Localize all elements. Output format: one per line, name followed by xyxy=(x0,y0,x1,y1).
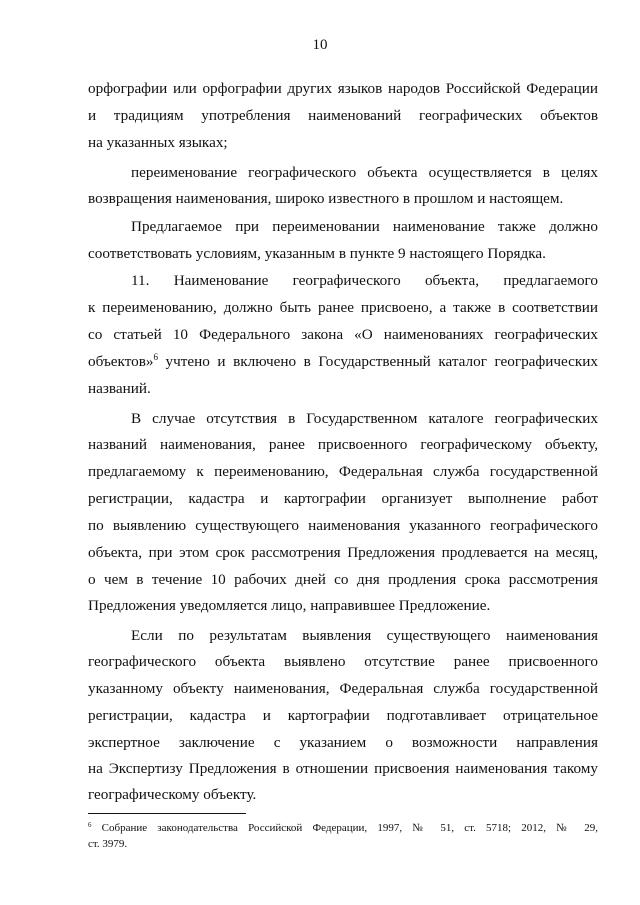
text-line: Предложения уведомляется лицо, направившее Предложение. xyxy=(88,597,491,614)
text-line: на указанных языках; xyxy=(88,134,228,151)
text-line: на Экспертизу Предложения в отношении присвоения наименования такому xyxy=(88,760,598,777)
page-number: 10 xyxy=(312,37,328,53)
text-line: названий. xyxy=(88,380,151,397)
footnote-text xyxy=(88,822,598,835)
footnote-fragment: Собрание законодательства Российской Федерации, 1997, № 51, ст. 5718; 2012, № 29, xyxy=(91,822,598,834)
text-line: соответствовать условиям, указанным в пункте 9 настоящего Порядка. xyxy=(88,245,546,262)
text-line: 11. Наименование географического объекта, предлагаемого xyxy=(131,272,598,289)
text-line-with-footnote xyxy=(88,353,598,371)
text-line: географического объекта выявлено отсутствие ранее присвоенного xyxy=(88,653,598,670)
text-line: возвращения наименования, широко известного в прошлом и настоящем. xyxy=(88,190,564,207)
text-line: Предлагаемое при переименовании наименование также должно xyxy=(131,218,598,235)
text-fragment: учтено и включено в Государственный каталог географических xyxy=(158,353,598,370)
text-line: регистрации, кадастра и картографии подготавливает отрицательное xyxy=(88,707,598,724)
text-line: указанному объекту наименования, Федеральная служба государственной xyxy=(88,680,598,697)
text-line: о чем в течение 10 рабочих дней со дня продления срока рассмотрения xyxy=(88,571,598,588)
text-line: экспертное заключение с указанием о возможности направления xyxy=(88,734,598,751)
text-line: и традициям употребления наименований географических объектов xyxy=(88,107,598,124)
footnote-separator xyxy=(88,813,246,814)
text-line: Если по результатам выявления существующего наименования xyxy=(131,627,598,644)
text-line: объекта, при этом срок рассмотрения Предложения продлевается на месяц, xyxy=(88,544,598,561)
text-line: предлагаемому к переименованию, Федеральная служба государственной xyxy=(88,463,598,480)
text-line: переименование географического объекта осуществляется в целях xyxy=(131,164,598,181)
text-line: названий наименования, ранее присвоенного географическому объекту, xyxy=(88,436,598,453)
footnote-reference: 6 xyxy=(153,352,159,362)
text-line: географическому объекту. xyxy=(88,786,257,803)
footnote-mark: 6 xyxy=(88,821,92,829)
text-line: к переименованию, должно быть ранее присвоено, а также в соответствии xyxy=(88,299,598,316)
text-fragment: объектов» xyxy=(88,353,154,370)
text-line: орфографии или орфографии других языков народов Российской Федерации xyxy=(88,80,598,97)
text-line: В случае отсутствия в Государственном каталоге географических xyxy=(131,410,598,427)
footnote-text: ст. 3979. xyxy=(88,838,128,850)
text-line: регистрации, кадастра и картографии организует выполнение работ xyxy=(88,490,598,507)
text-line: со статьей 10 Федерального закона «О наименованиях географических xyxy=(88,326,598,343)
text-line: по выявлению существующего наименования указанного географического xyxy=(88,517,598,534)
